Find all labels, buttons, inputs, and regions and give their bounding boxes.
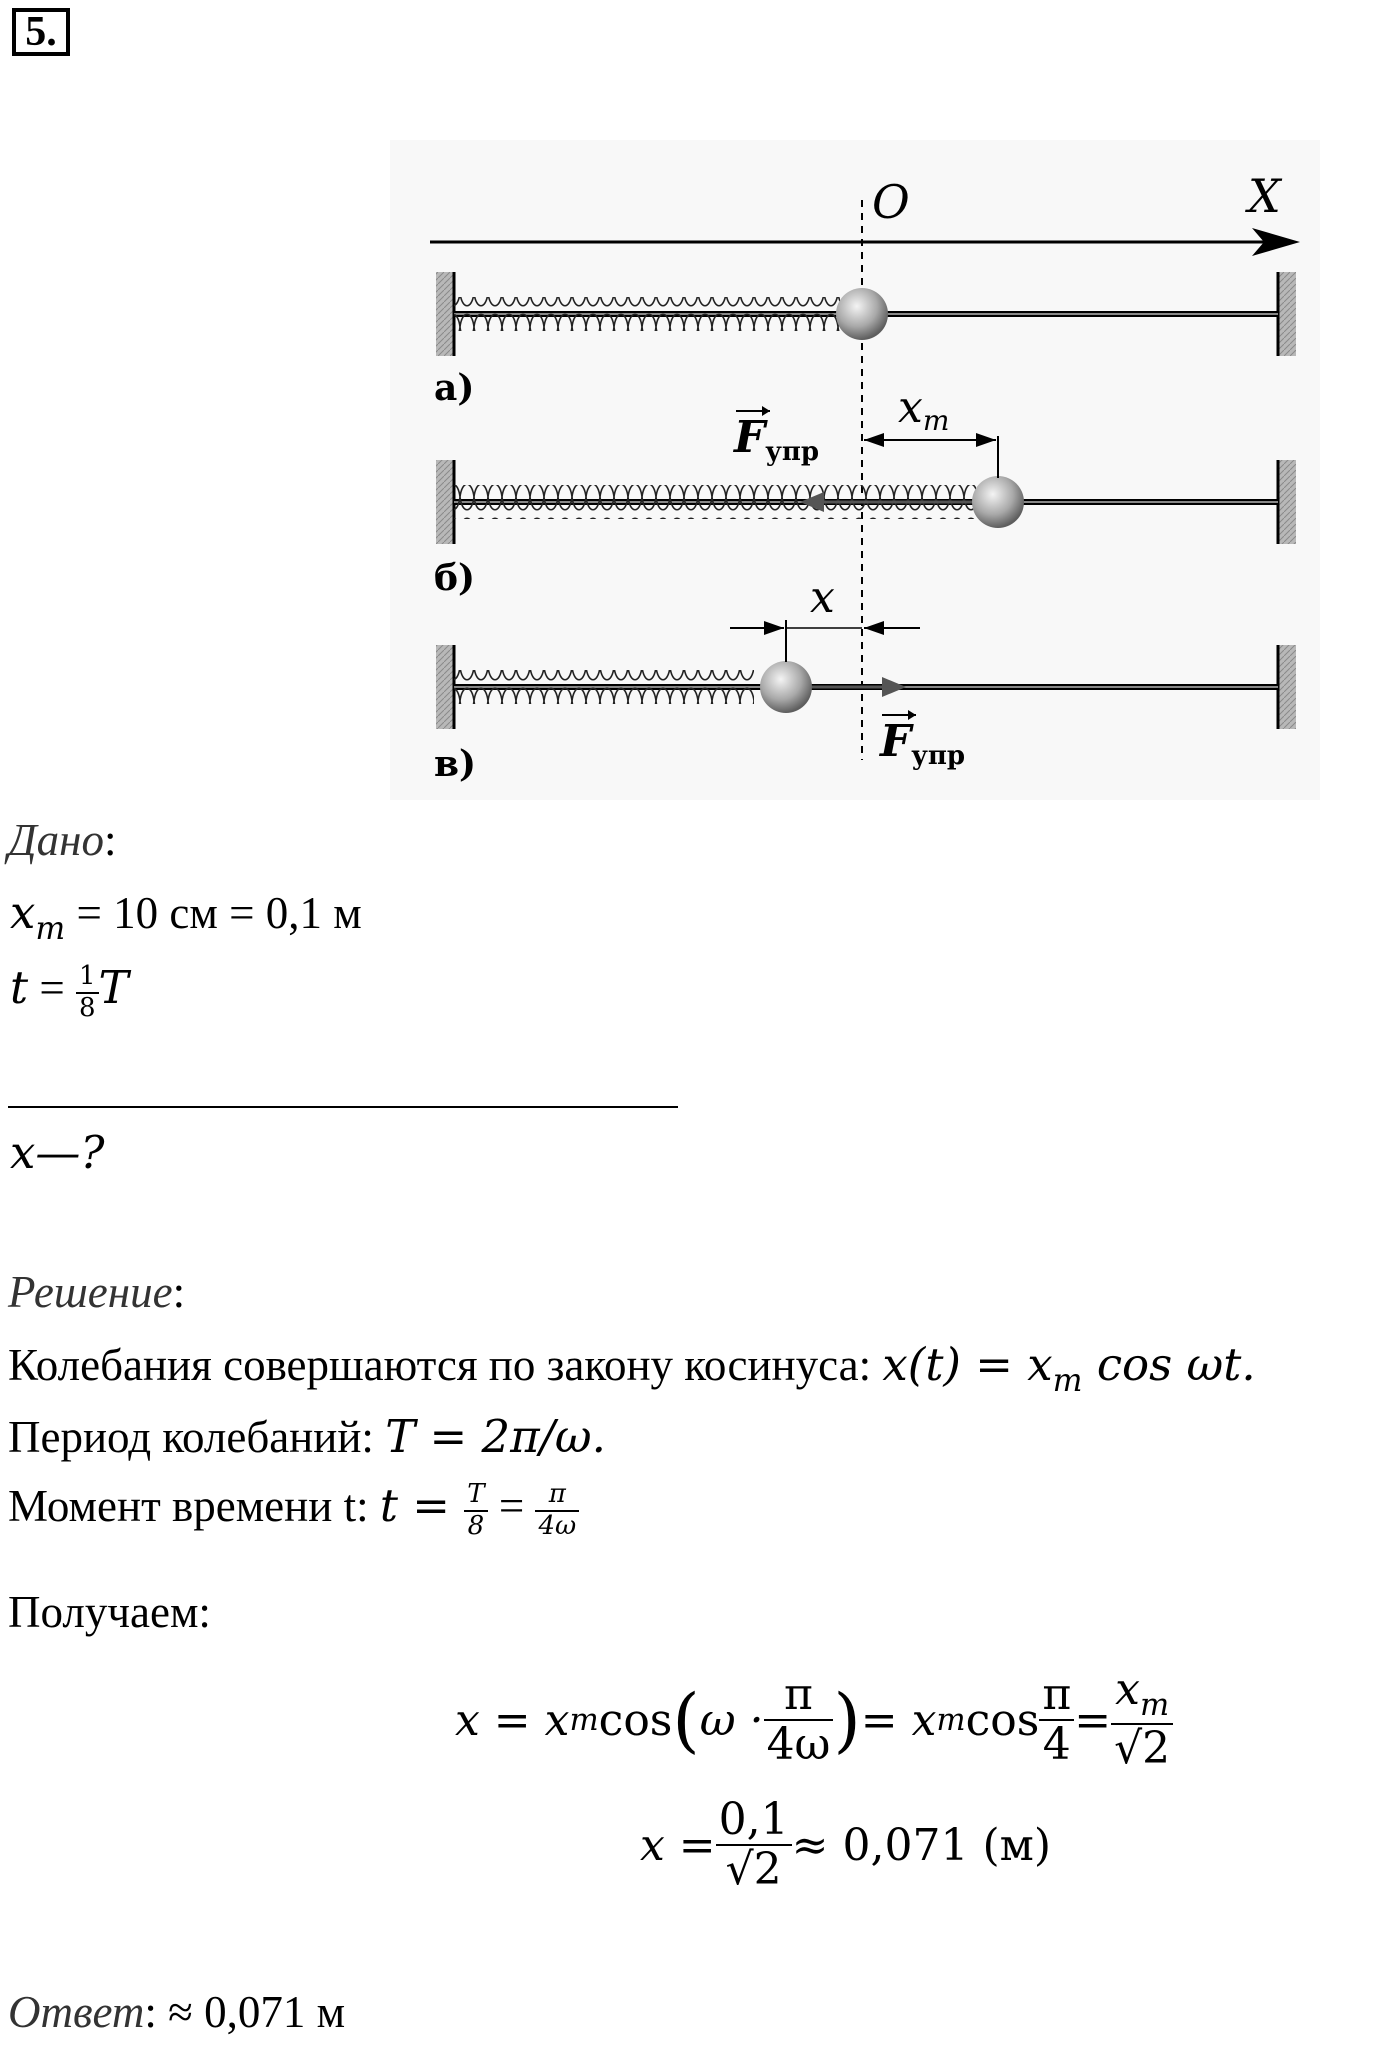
answer-line: Ответ: ≈ 0,071 м [8, 1987, 346, 2037]
solution-line-get: Получаем: [8, 1587, 211, 1637]
svg-text:б): б) [434, 557, 476, 599]
given-divider [8, 1106, 678, 1108]
given-unknown: x—? [10, 1126, 105, 1179]
given-line-xm: $x_m = 10$ см = 0,1 м [10, 886, 362, 948]
given-line-t: t = $\frac{1}{8}$ T [10, 961, 129, 1023]
origin-label: O [872, 175, 910, 229]
solution-heading: Решение: [8, 1267, 186, 1317]
solution-line-period: Период колебаний: T = 2π/ω. [8, 1410, 606, 1463]
svg-text:Fупр: Fупр [734, 412, 820, 467]
problem-number: 5. [12, 8, 70, 56]
svg-text:в): в) [434, 743, 477, 785]
given-heading: Дано: [8, 815, 117, 865]
solution-line-time: Момент времени t: t = $\frac{T}{8}$ = $\frac{\pi}{4\omega}$ [8, 1480, 579, 1542]
svg-text:xm: xm [898, 382, 950, 437]
solution-line-law: Колебания совершаются по закону косинуса: $x(t) = x_m$ cos ωt. [8, 1338, 1256, 1400]
svg-text:а): а) [434, 367, 475, 409]
spring-pendulum-figure [390, 140, 1320, 800]
axis-label-x: X [1248, 169, 1281, 223]
equation-1: x = x m cos ( ω · $\frac{\pi}{4\omega}$ ) = x m cos $\frac{\pi}{4}$ = $\frac{x_m}{√2}$ [455, 1650, 1173, 1790]
equation-2: x = $\frac{0,1}{√2}$ ≈ 0,071 (м) [640, 1793, 1052, 1895]
svg-text:Fупр: Fупр [880, 716, 966, 771]
svg-text:x: x [810, 572, 835, 623]
